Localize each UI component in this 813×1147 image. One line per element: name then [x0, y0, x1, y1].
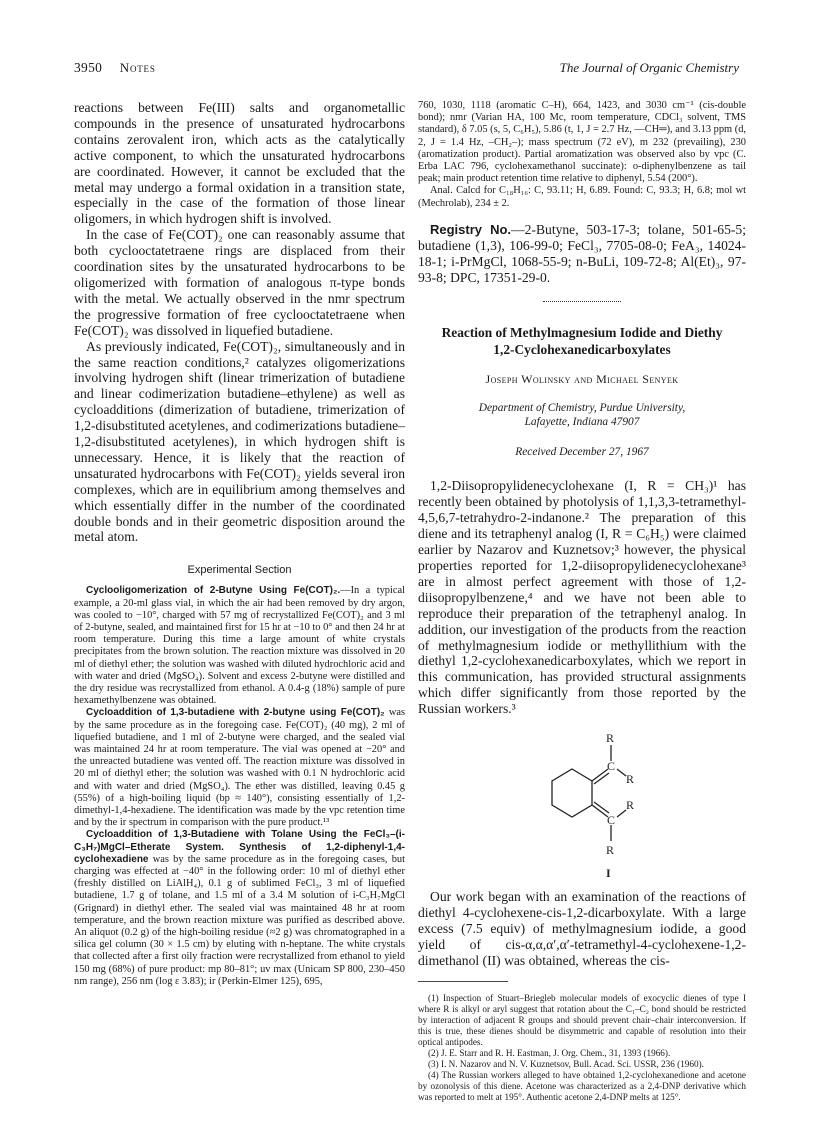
experimental-heading: Experimental Section [187, 564, 292, 577]
experimental-paragraph-1 [74, 585, 405, 707]
experimental-paragraph-3 [74, 829, 405, 988]
journal-name: The Journal of Organic Chemistry [559, 60, 739, 75]
article-title [418, 324, 746, 358]
intro-body [418, 478, 746, 717]
footnote-1: (1) Inspection of Stuart–Briegleb molecular models of exocyclic dienes of type I where R is alkyl or aryl suggest that rotation about the C₁–C₂ bond should be restricted by interaction of adjacent R groups and should prevent chair–chair interconversion. If this is true, these dienes should be disymmetric and capable of resolution into their optical antipodes. [418, 992, 746, 1047]
affiliation-line-1: Department of Chemistry, Purdue University, [478, 402, 686, 415]
cyclohexane-ring [552, 769, 592, 817]
r-label-bottom-right: R [626, 798, 635, 813]
footnote-4: (4) The Russian workers alleged to have obtained 1,2-cyclohexanedione and acetone by ozonolysis of this diene. Acetone was characterized as a 2,4-DNP derivative which was reported to melt at 195°. Authentic acetone 2,4-DNP melts at 125°. [418, 1069, 746, 1102]
r-label-bottom: R [606, 843, 615, 858]
continued-text: 760, 1030, 1118 (aromatic C–H), 664, 1423, and 3030 cm⁻¹ (cis-double bond); nmr (Varian HA, 100 Mc, room temperature, CDCl₃ solvent, TMS standard), δ 7.05 (s, 5, C₆H₅), 5.86 (t, 1, J = 2.7 Hz, —CH═), and 3.13 ppm (d, 2, J = 1.4 Hz, –CH₂–); mass spectrum (72 eV), m 232 (prevailing), 230 (aromatization product). Partial aromatization was observed also by vpc (C. Erba LAC 796, cyclohexamethanol succinate): o-diphenylbenzene as tail peak; main product retention time relative to diphenyl, 5.54 (200°). [418, 100, 746, 185]
registry-label: Registry No. [430, 221, 512, 237]
author-names: Joseph Wolinsky and Michael Senyek [485, 372, 679, 387]
left-body [74, 100, 405, 545]
paragraph-3: As previously indicated, Fe(COT)₂, simultaneously and in the same reaction conditions,² catalyzes oligomerizations involving hydrogen shift (linear trimerization of butadiene and linear codimerization butadiene–ethylene) as well as cycloadditions (dimerization of butadiene, trimerization of 1,2-disubstituted acetylenes, and codimerizations butadiene–1,2-disubstituted acetylenes), in which hydrogen shift is unnecessary. Hence, it is likely that the reaction of unsaturated hydrocarbons with Fe(COT)₂ yields several iron complexes, which are in equilibrium among themselves and which essentially differ in the number of the coordinated double bonds and in their geometric disposition around the metal atom. [74, 338, 405, 545]
paragraph-2: In the case of Fe(COT)₂ one can reasonably assume that both cyclooctatetraene rings are displaced from their coordination sites by the unsaturated hydrocarbons to be oligomerized with formation of analogous π-type bonds with the metal. We actually observed in the nmr spectrum the progressive formation of free cyclooctatetraene when Fe(COT)₂ was dissolved in liquefied butadiene. [74, 227, 405, 338]
experimental-paragraph-2 [74, 707, 405, 829]
experimental-body-2: was by the same procedure as in the foregoing case. Fe(COT)₂ (40 mg), 2 ml of liquefied butadiene, and 1 ml of 2-butyne were charged, and the sealed vial was maintained 24 hr at room temperature. The vial was opened at −20° and the unreacted butadiene was vented off. The reaction mixture was dissolved in 20 ml of diethyl ether; the solution was washed with 0.1 N hydrochloric acid and with water and dried (MgSO₄). The ether was distilled, leaving 0.45 g (55%) of a high-boiling liquid (bp ≈ 140°), consisting essentially of 1,2-dimethyl-1,4-hexadiene. The identification was made by the vpc retention time and by the ir spectrum in comparison with the pure product.¹³ [74, 707, 405, 829]
registry-numbers [418, 222, 746, 286]
footnotes [418, 993, 746, 1103]
section-name: Notes [119, 60, 156, 75]
compound-label: I [606, 866, 611, 881]
second-body [418, 889, 746, 969]
left-column [74, 100, 405, 988]
title-line-2: 1,2-Cyclohexanedicarboxylates [493, 342, 671, 358]
second-paragraph: Our work began with an examination of the reactions of diethyl 4-cyclohexene-cis-1,2-dicarboxylate. With a large excess (7.5 equiv) of methylmagnesium iodide, a good yield of cis-α,α,α′,α′-tetramethyl-4-cyclohexene-1,2-dimethanol (II) was obtained, whereas the cis- [418, 889, 746, 968]
c-label-top: C [607, 759, 616, 774]
affiliation-line-2: Lafayette, Indiana 47907 [524, 415, 640, 428]
footnote-3: (3) I. N. Nazarov and N. V. Kuznetsov, Bull. Acad. Sci. USSR, 236 (1960). [428, 1058, 704, 1069]
affiliation [418, 402, 746, 429]
continued-experimental [418, 100, 746, 210]
experimental-body-1: —In a typical example, a 20-ml glass vial, in which the air had been removed by dry argon, was cooled to −10°, charged with 57 mg of recrystallized Fe(COT)₂ and 3 ml of 2-butyne, sealed, and maintained first for 15 hr at −10 to 0° and then 24 hr at room temperature. During this time a large amount of white crystals precipitates from the brown solution. The reaction mixture was dissolved in 20 ml of diethyl ether; the solution was washed with diluted hydrochloric acid and with water and dried (MgSO₄). Solvent and excess 2-butyne were distilled and the dry residue was recrystallized from ethanol. A 0.4-g (18%) sample of pure hexamethylbenzene was obtained. [74, 585, 405, 707]
footnote-rule [418, 981, 508, 982]
page-number: 3950 [74, 60, 103, 75]
paragraph-1: reactions between Fe(III) salts and organometallic compounds in the presence of unsaturated hydrocarbons contains zerovalent iron, which acts as the catalytically active component, to which the unsaturated hydrocarbons are coordinated. However, it cannot be excluded that the metal may undergo a formal oxidation in a transition state, especially in the case of the formation of those linear oligomers, in which hydrogen shift is involved. [74, 100, 405, 227]
right-column [418, 100, 746, 1103]
run-in-heading-1: Cyclooligomerization of 2-Butyne Using Fe(COT)₂. [86, 585, 341, 597]
intro-paragraph: 1,2-Diisopropylidenecyclohexane (I, R = CH₃)¹ has recently been obtained by photolysis of 1,1,3,3-tetramethyl-4,5,6,7-tetrahydro-2-indanone.² The preparation of this diene and its tetraphenyl analog (I, R = C₆H₅) were claimed earlier by Nazarov and Kuznetsov;³ however, the physical properties reported for 1,2-diisopropylidenecyclohexane³ are in almost perfect agreement with those of 1,2-diisopropylbenzene,⁴ and we have not been able to reproduce their preparation of the tetraphenyl analog. In addition, our investigation of the products from the reaction of methylmagnesium iodide or methyllithium with the diethyl 1,2-cyclohexanedicarboxylates, which we report in this communication, has provided structural assignments which differ significantly from those reported by the Russian workers.³ [418, 478, 746, 717]
article-divider [543, 301, 621, 302]
analysis-text: Anal. Calcd for C₁₈H₁₆: C, 93.11; H, 6.89. Found: C, 93.3; H, 6.8; mol wt (Mechrolab), 234 ± 2. [418, 185, 746, 209]
footnote-2: (2) J. E. Starr and R. H. Eastman, J. Org. Chem., 31, 1393 (1966). [428, 1047, 671, 1058]
r-label-top-right: R [626, 772, 635, 787]
diene-structure-diagram [522, 731, 652, 881]
title-line-1: Reaction of Methylmagnesium Iodide and Diethy [441, 325, 723, 341]
running-header-left [74, 60, 156, 76]
r-label-top: R [606, 731, 615, 746]
experimental-text [74, 585, 405, 988]
run-in-heading-2: Cycloaddition of 1,3-butadiene with 2-butyne using Fe(COT)₂ [86, 707, 385, 719]
c-label-bottom: C [607, 813, 616, 828]
registry-body: —2-Butyne, 503-17-3; tolane, 501-65-5; butadiene (1,3), 106-99-0; FeCl₃, 7705-08-0; FeA₃, 14024-18-1; i-PrMgCl, 1068-55-9; n-BuLi, 109-72-8; Al(Et)₃, 97-93-8; DPC, 17351-29-0. [418, 221, 746, 285]
structure-figure [418, 731, 746, 883]
bond-r-bottom-right [617, 810, 626, 817]
received-date: Received December 27, 1967 [515, 446, 649, 459]
bond-r-top-right [617, 769, 626, 776]
experimental-body-3: was by the same procedure as in the foregoing cases, but charging was effected at −40° in the following order: 10 ml of diethyl ether (freshly distilled on LiAlH₄), 0.1 g of sublimed FeCl₃, 3 ml of liquefied butadiene, 1.7 g of tolane, and 1.5 ml of a 3.4 M solution of i-C₃H₇MgCl (Grignard) in diethyl ether. The sealed vial was maintained 48 hr at room temperature, and the brown reaction mixture was purified as described above. An aliquot (0.2 g) of the high-boiling residue (≈2 g) was chromatographed in a silica gel column (30 × 1.5 cm) by eluting with n-heptane. The white crystals that collected after a first oily fraction were recrystallized from ethanol to yield 150 mg (68%) of pure product: mp 80–81°; uv max (Unicam SP 800, 230–450 nm range), 256 nm (log ε 3.83); ir (Perkin-Elmer 125), 695, [74, 853, 405, 987]
run-in-heading-3: Cycloaddition of 1,3-Butadiene with Tolane Using the FeCl₃–(i-C₃H₇)MgCl–Etherate System. Synthesis of 1,2-diphenyl-1,4-cyclohexadiene [74, 829, 405, 865]
